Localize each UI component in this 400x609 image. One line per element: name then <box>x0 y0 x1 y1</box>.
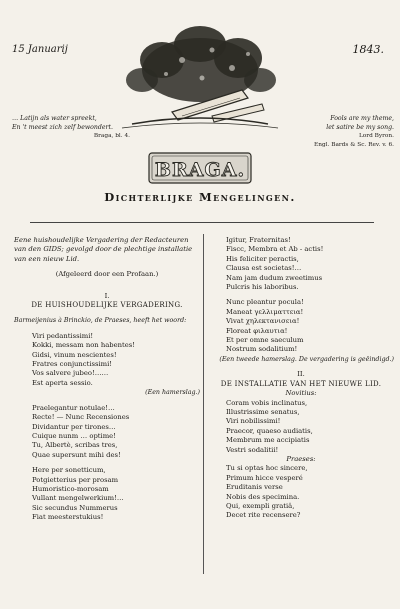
stage-note-2: (Een tweede hamerslag. De vergadering is geëindigd.) <box>219 355 394 363</box>
date-left: 15 Januarij <box>12 44 68 55</box>
foliage-vignette-illustration <box>112 20 288 138</box>
right-column <box>208 236 394 521</box>
verse-line: Fratres conjunctissimi! <box>32 360 113 369</box>
verse-line: Vos salvere jubeo!…… <box>32 369 109 378</box>
verse-block-1 <box>14 332 200 388</box>
epigraph-left-line-2: En 't meest zich zelf bewondert. <box>12 124 113 131</box>
epigraph-right-attribution-1: Lord Byron. <box>358 133 394 139</box>
verse-block-5 <box>208 298 394 354</box>
verse-line: Fiat meesterstukius! <box>32 513 104 522</box>
verse-line: Tu, Albertè, scribas tres, <box>32 441 118 450</box>
verse-line: Vestri sodalitii! <box>226 445 279 454</box>
left-column <box>14 236 200 523</box>
verse-line: Quae supersunt mihi des! <box>32 450 121 459</box>
header-divider <box>30 222 374 223</box>
epigraph-right-line-2: let satire be my song. <box>326 124 394 131</box>
verse-line: Nunc pleantur pocula! <box>226 298 304 307</box>
verse-line: Membrum me accipiatis <box>226 436 310 445</box>
verse-line: Kokki, messam non habentes! <box>32 341 135 350</box>
verse-block-4 <box>208 236 394 292</box>
epigraph-left-attribution: Braga, bl. 4. <box>93 133 130 139</box>
verse-line: Nostrum sodalitium! <box>226 345 298 354</box>
intro-text: Eene huishoudelijke Vergadering der Redacteuren van den GIDS; gevolgd door de plechtige installatie van een nieuw Lid. <box>14 236 193 263</box>
verse-block-7 <box>208 464 394 520</box>
section-title-2: DE INSTALLATIE VAN HET NIEUWE LID. <box>220 379 382 388</box>
epigraph-right-line-1: Fools are my theme, <box>330 115 394 122</box>
verse-line: Vullant mengelwerkium!… <box>32 494 124 503</box>
verse-line: Dividantur per tirones… <box>32 422 116 431</box>
speaker-praeses: Praeses: <box>286 454 316 463</box>
verse-line: Illustrissime senatus, <box>226 407 300 416</box>
verse-line: Viri nobilissimi! <box>226 417 281 426</box>
verse-line: Pulcris his laboribus. <box>226 283 299 292</box>
verse-line: Floreat φιλαυτια! <box>226 326 288 335</box>
verse-line: Humoristico-morosam <box>32 484 109 493</box>
verse-line: Clausa est societas!… <box>226 264 302 273</box>
verse-line: Et per omne saeculum <box>226 336 304 345</box>
speaker-novitius: Novitius: <box>285 389 317 398</box>
verse-line: Potgietterius per prosam <box>32 475 119 484</box>
epigraph-right <box>282 114 394 150</box>
verse-line: Vivat χηλεκτανισεια! <box>226 317 300 326</box>
masthead-title-plaque <box>148 151 252 185</box>
verse-block-3 <box>14 466 200 522</box>
verse-line: Praelegantur notulae!… <box>32 403 115 412</box>
masthead-title: BRAGA. <box>154 159 246 181</box>
verse-line: Fiscc, Membra et Ab - actis! <box>226 245 324 254</box>
epigraph-left <box>12 114 130 141</box>
verse-line: Gidsi, vinum nescientes! <box>32 350 117 359</box>
verse-line: Primum hicce vesperé <box>226 473 303 482</box>
speaker-line: Barmeijenius à Brinckio, de Praeses, heeft het woord: <box>14 317 187 325</box>
verse-line: Igitur, Fraternitas! <box>226 236 291 244</box>
section-number-1: I. <box>104 291 110 300</box>
source-note: (Afgeleerd door een Profaan.) <box>55 270 159 279</box>
stage-note-1: (Een hamerslag.) <box>145 389 200 397</box>
verse-line: Nobis des specimina. <box>226 492 300 501</box>
verse-line: Qui, exempli gratiâ, <box>226 501 295 510</box>
date-right: 1843. <box>352 43 384 56</box>
epigraph-left-line-1: … Latijn als water spreekt, <box>12 115 97 122</box>
verse-line: Decet rite recensere? <box>226 511 301 520</box>
verse-line: Here per sonetticum, <box>32 466 106 475</box>
masthead-subtitle: Dichterlijke Mengelingen. <box>104 190 296 204</box>
verse-line: Sic secundus Nummerus <box>32 503 118 512</box>
verse-line: Tu si optas hoc sincere, <box>226 464 308 473</box>
verse-line: Nam jam dudum zweetimus <box>226 273 323 282</box>
verse-line: Recte! — Nunc Recensiones <box>32 413 130 422</box>
verse-line: Maneat γελλιματτεια! <box>226 307 304 316</box>
section-number-2: II. <box>297 370 305 379</box>
verse-line: Eruditanis verse <box>226 483 283 492</box>
section-title-1: DE HUISHOUDELIJKE VERGADERING. <box>31 301 183 310</box>
verse-line: Coram vobis inclinatus, <box>226 398 308 407</box>
verse-block-2 <box>14 404 200 460</box>
verse-line: Praecor, quaeso audiatis, <box>226 426 313 435</box>
verse-line: Est aperta sessio. <box>32 378 93 387</box>
verse-block-6 <box>208 399 394 455</box>
verse-line: His feliciter peractis, <box>226 254 299 263</box>
column-divider <box>203 234 204 574</box>
epigraph-right-attribution-2: Engl. Bards & Sc. Rev. v. 6. <box>313 142 394 148</box>
verse-line: Viri pedantissimi! <box>32 331 94 340</box>
verse-line: Cuique nunm … optime! <box>32 431 116 440</box>
